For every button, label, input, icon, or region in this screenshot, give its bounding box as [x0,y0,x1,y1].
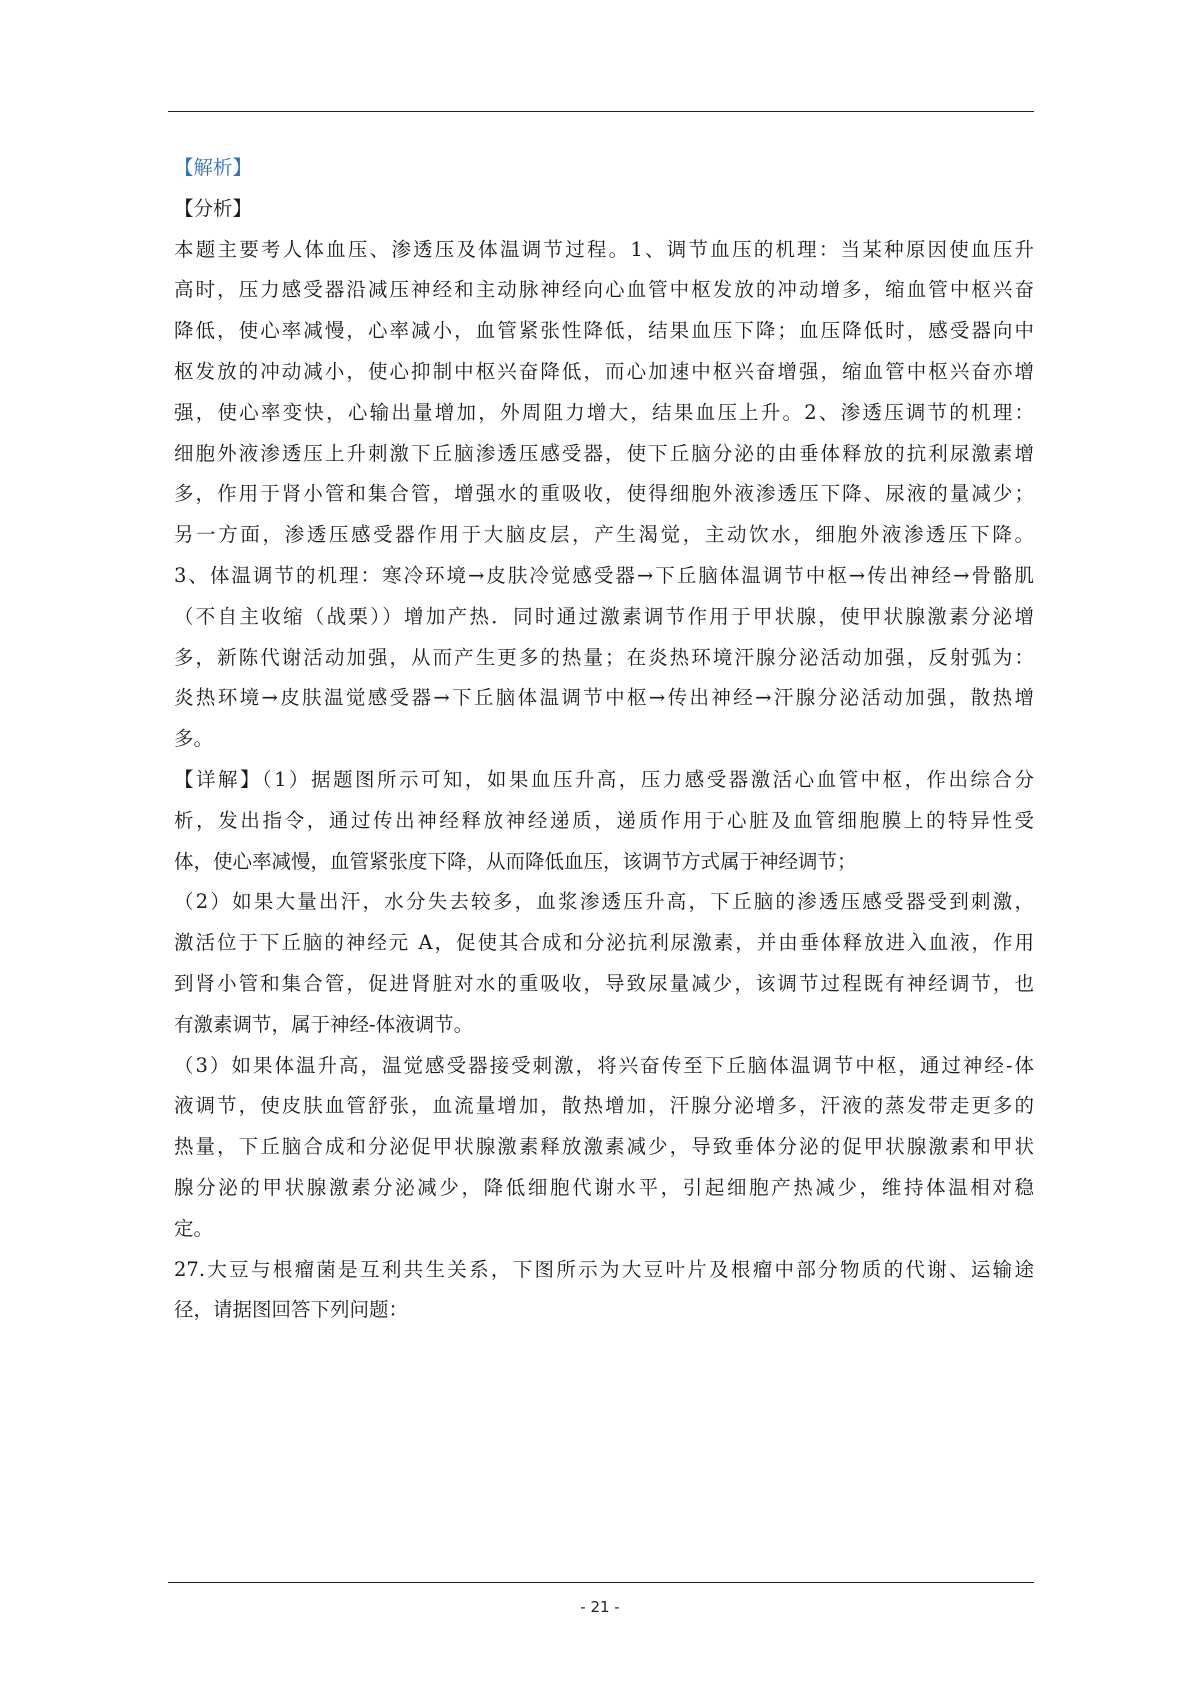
text-line: 枢发放的冲动减小，使心抑制中枢兴奋降低，而心加速中枢兴奋增强，缩血管中枢兴奋亦增 [174,359,1034,383]
text-line: 析，发出指令，通过传出神经释放神经递质，递质作用于心脏及血管细胞膜上的特异性受 [174,808,1034,832]
text-line: （不自主收缩（战栗））增加产热．同时通过激素调节作用于甲状腺，使甲状腺激素分泌增 [174,604,1034,628]
text-line: 细胞外液渗透压上升刺激下丘脑渗透压感受器，使下丘脑分泌的由垂体释放的抗利尿激素增 [174,441,1034,465]
text-line: 多，新陈代谢活动加强，从而产生更多的热量；在炎热环境汗腺分泌活动加强，反射弧为： [174,645,1034,669]
footer-rule [168,1582,1034,1583]
text-line: 体，使心率减慢，血管紧张度下降，从而降低血压，该调节方式属于神经调节； [174,849,857,873]
text-line: 径，请据图回答下列问题： [174,1298,409,1322]
text-line: 【详解】（1）据题图所示可知，如果血压升高，压力感受器激活心血管中枢，作出综合分 [174,767,1034,791]
part3-paragraph [174,1046,1034,1250]
text-line: 另一方面，渗透压感受器作用于大脑皮层，产生渴觉，主动饮水，细胞外液渗透压下降。 [174,523,1034,547]
detail-paragraph [174,760,1034,882]
text-line: 强，使心率变快，心输出量增加，外周阻力增大，结果血压上升。2、渗透压调节的机理： [174,400,1034,424]
text-line: 液调节，使皮肤血管舒张，血流量增加，散热增加，汗腺分泌增多，汗液的蒸发带走更多的 [174,1094,1034,1118]
text-line: 多。 [174,727,214,751]
header-rule [168,111,1034,112]
page-content [174,148,1034,1331]
text-line: 腺分泌的甲状腺激素分泌减少，降低细胞代谢水平，引起细胞产热减少，维持体温相对稳 [174,1175,1034,1199]
text-line: 3、体温调节的机理：寒冷环境→皮肤冷觉感受器→下丘脑体温调节中枢→传出神经→骨骼肌 [174,563,1034,587]
jiexi-heading: 【解析】 [174,156,253,179]
text-line: 27.大豆与根瘤菌是互利共生关系，下图所示为大豆叶片及根瘤中部分物质的代谢、运输途 [174,1257,1034,1281]
text-line: 本题主要考人体血压、渗透压及体温调节过程。1、调节血压的机理：当某种原因使血压升 [174,237,1034,261]
fenxi-heading: 【分析】 [174,196,253,220]
question-27 [174,1250,1034,1332]
text-line: （2）如果大量出汗，水分失去较多，血浆渗透压升高，下丘脑的渗透压感受器受到刺激， [174,890,1034,914]
text-line: 激活位于下丘脑的神经元 A，促使其合成和分泌抗利尿激素，并由垂体释放进入血液，作用 [174,931,1034,955]
text-line: 有激素调节，属于神经-体液调节。 [174,1012,474,1036]
page-number: - 21 - [580,1598,620,1616]
text-line: 高时，压力感受器沿减压神经和主动脉神经向心血管中枢发放的冲动增多，缩血管中枢兴奋 [174,278,1034,302]
text-line: 定。 [174,1216,214,1240]
text-line: 热量，下丘脑合成和分泌促甲状腺激素释放激素减少，导致垂体分泌的促甲状腺激素和甲状 [174,1135,1034,1159]
text-line: 多，作用于肾小管和集合管，增强水的重吸收，使得细胞外液渗透压下降、尿液的量减少； [174,482,1034,506]
analysis-paragraph [174,230,1034,760]
text-line: 到肾小管和集合管，促进肾脏对水的重吸收，导致尿量减少，该调节过程既有神经调节，也 [174,971,1034,995]
text-line: 降低，使心率减慢，心率减小，血管紧张性降低，结果血压下降；血压降低时，感受器向中 [174,319,1034,343]
part2-paragraph [174,882,1034,1045]
text-line: 炎热环境→皮肤温觉感受器→下丘脑体温调节中枢→传出神经→汗腺分泌活动加强，散热增 [174,686,1034,710]
text-line: （3）如果体温升高，温觉感受器接受刺激，将兴奋传至下丘脑体温调节中枢，通过神经-体 [174,1053,1034,1077]
